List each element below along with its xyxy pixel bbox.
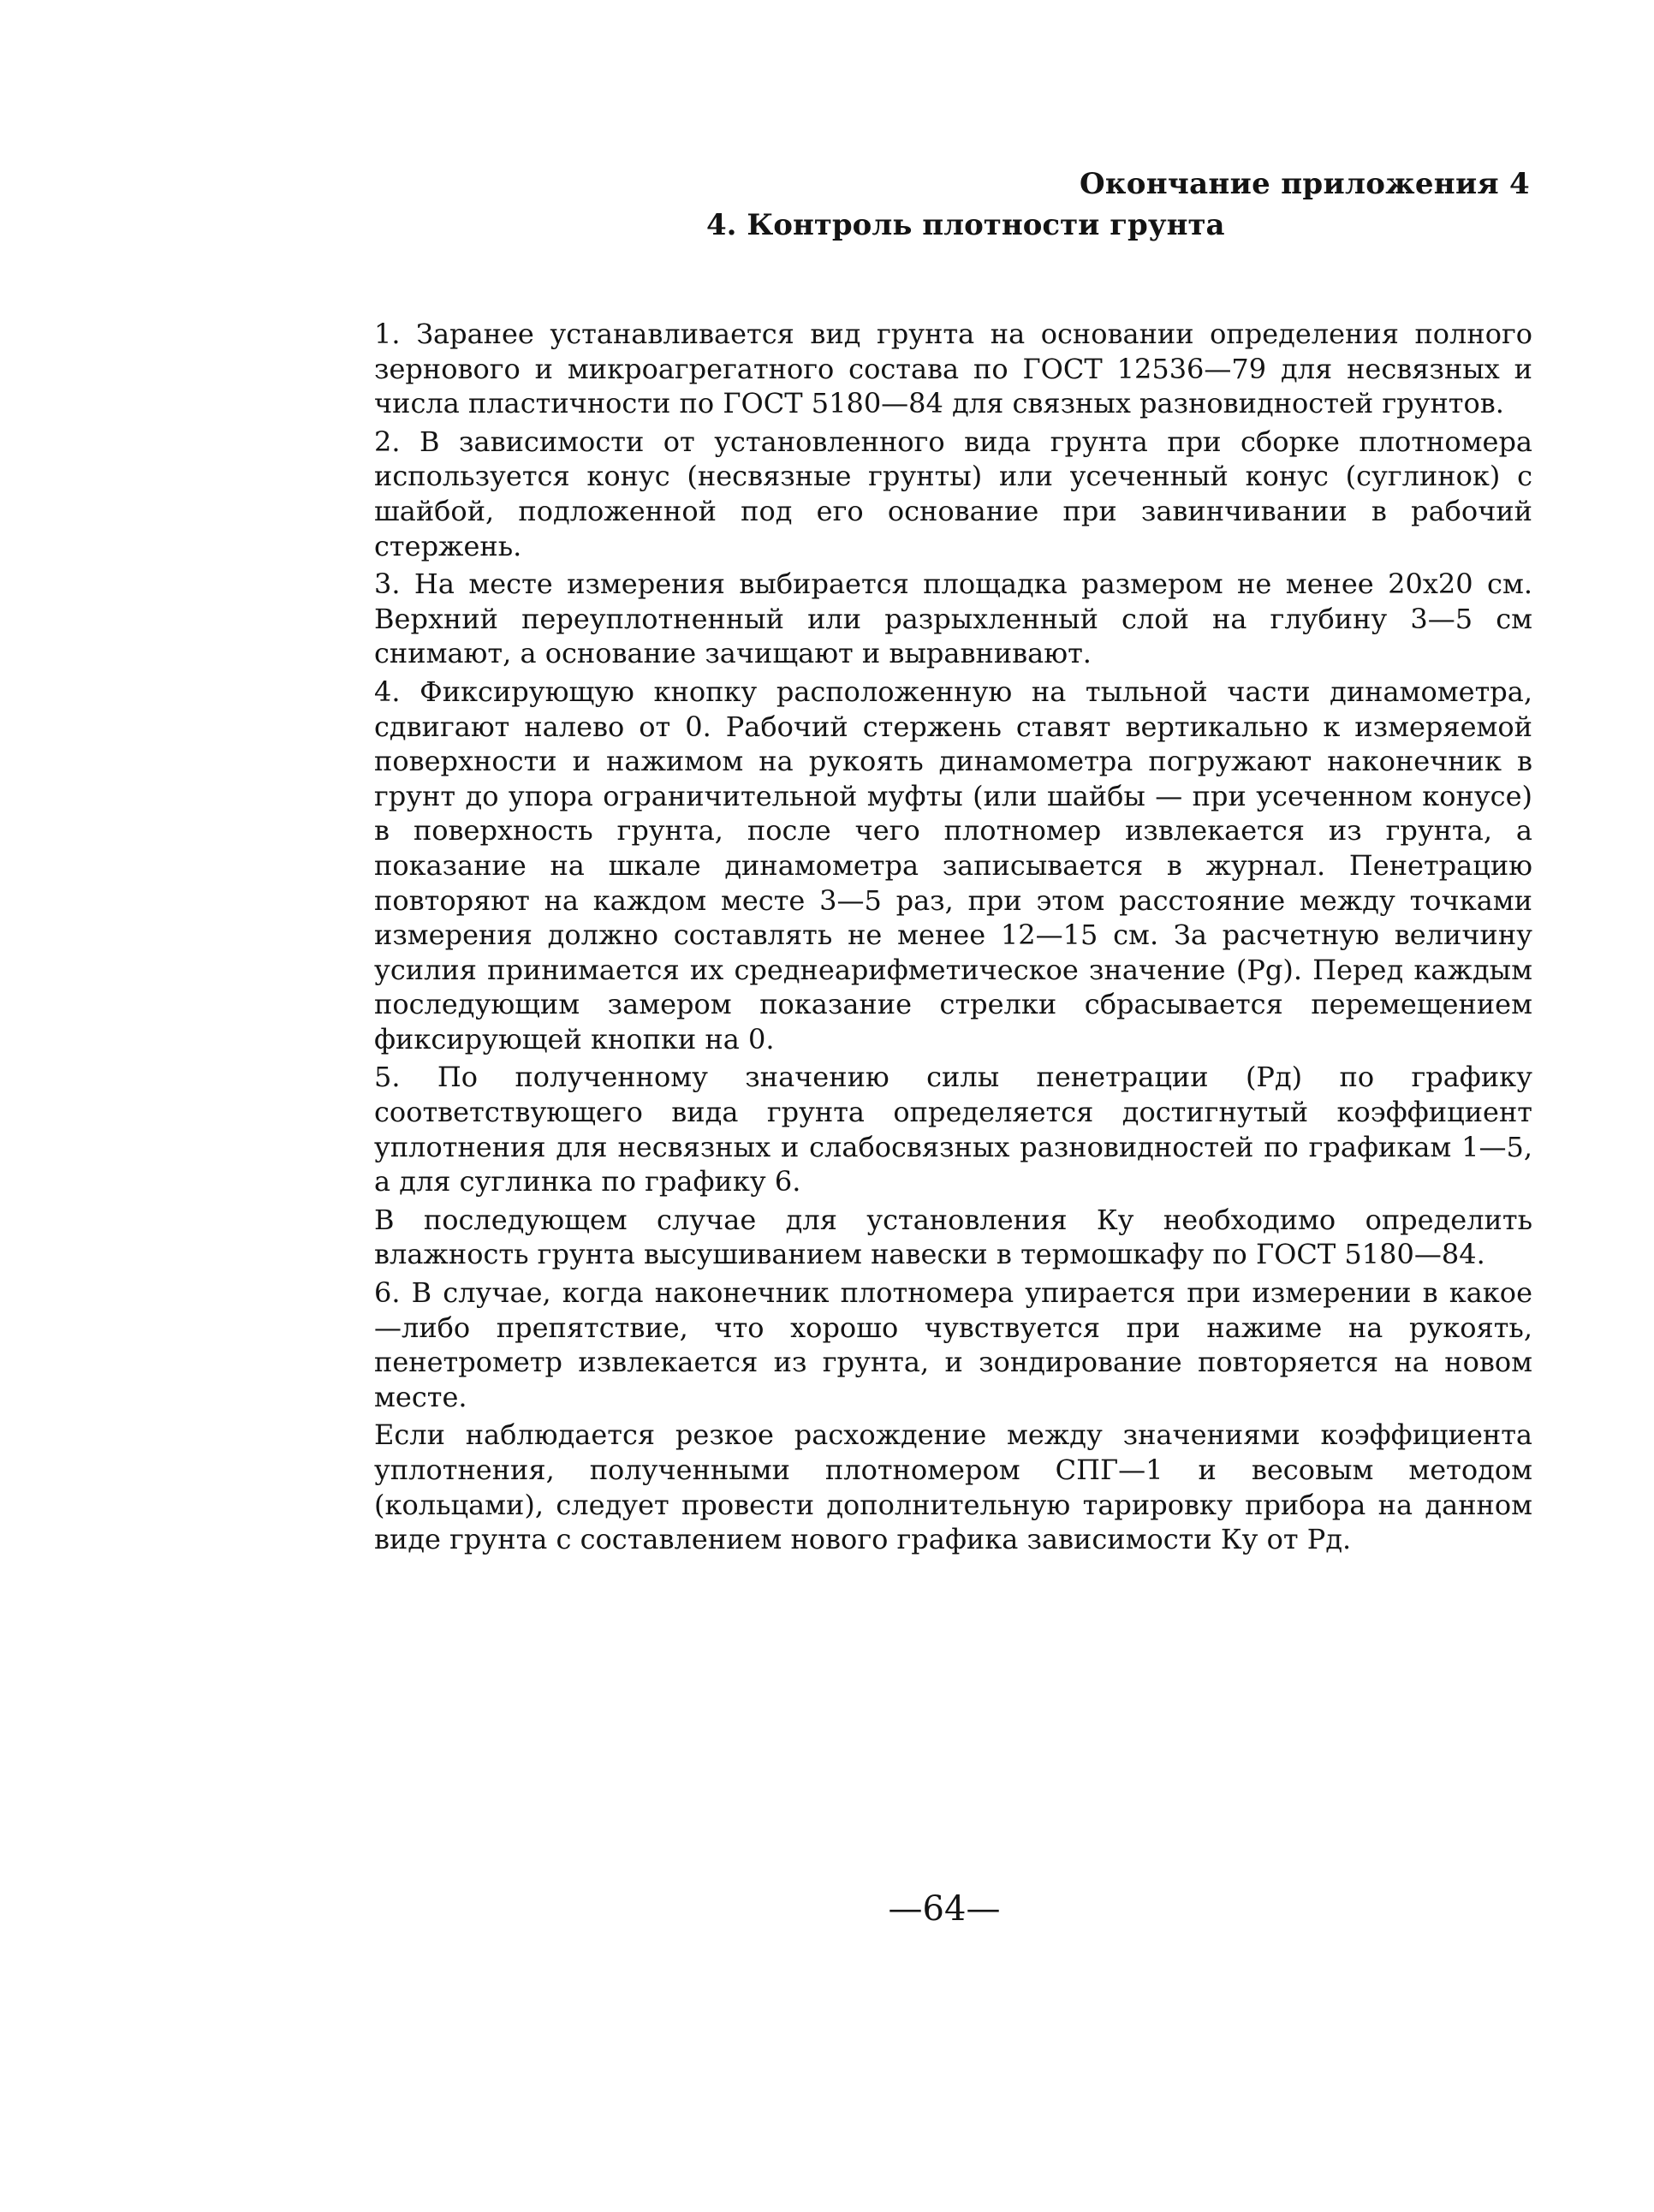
body-text xyxy=(374,317,1532,1557)
paragraph-3: 3. На месте измерения выбирается площадка размером не менее 20х20 см. Верхний переуплотненный или разрыхленный слой на глубину 3—5 см снимают, а основание зачищают и выравнивают. xyxy=(374,568,1532,670)
page-number-text: —64— xyxy=(888,1889,1001,1929)
paragraph-4: 4. Фиксирующую кнопку расположенную на тыльной части динамометра, сдвигают налево от 0. Рабочий стержень ставят вертикально к измеряемой поверхности и нажимом на рукоять динамометра погружают наконечник в грунт до упора ограничительной муфты (или шайбы — при усеченном конусе) в поверхность грунта, после чего плотномер извлекается из грунта, а показание на шкале динамометра записывается в журнал. Пенетрацию повторяют на каждом месте 3—5 раз, при этом расстояние между точками измерения должно составлять не менее 12—15 см. За расчетную величину усилия принимается их среднеарифметическое значение (Pg). Перед каждым последующим замером показание стрелки сбрасывается перемещением фиксирующей кнопки на 0. xyxy=(374,675,1532,1055)
paragraph-5-note: В последующем случае для установления Ку необходимо определить влажность грунта высушиванием навески в термошкафу по ГОСТ 5180—84. xyxy=(374,1203,1532,1271)
paragraph-5: 5. По полученному значению силы пенетрации (Рд) по графику соответствующего вида грунта определяется достигнутый коэффициент уплотнения для несвязных и слабосвязных разновидностей по графикам 1—5, а для суглинка по графику 6. xyxy=(374,1061,1532,1198)
paragraph-1: 1. Заранее устанавливается вид грунта на основании определения полного зернового и микроагрегатного состава по ГОСТ 12536—79 для несвязных и числа пластичности по ГОСТ 5180—84 для связных разновидностей грунтов. xyxy=(374,318,1532,420)
page-number xyxy=(0,1889,1654,1929)
appendix-label: Окончание приложения 4 xyxy=(1079,167,1530,201)
paragraph-6: 6. В случае, когда наконечник плотномера упирается при измерении в какое—либо препятствие, что хорошо чувствуется при нажиме на рукоять, пенетрометр извлекается из грунта, и зондирование повторяется на новом месте. xyxy=(374,1276,1532,1413)
section-title: 4. Контроль плотности грунта xyxy=(706,208,1225,242)
paragraph-2: 2. В зависимости от установленного вида грунта при сборке плотномера используется конус (несвязные грунты) или усеченный конус (суглинок) с шайбой, подложенной под его основание при завинчивании в рабочий стержень. xyxy=(374,425,1532,562)
paragraph-6-note: Если наблюдается резкое расхождение между значениями коэффициента уплотнения, полученными плотномером СПГ—1 и весовым методом (кольцами), следует провести дополнительную тарировку прибора на данном виде грунта с составлением нового графика зависимости Ку от Рд. xyxy=(374,1418,1532,1556)
